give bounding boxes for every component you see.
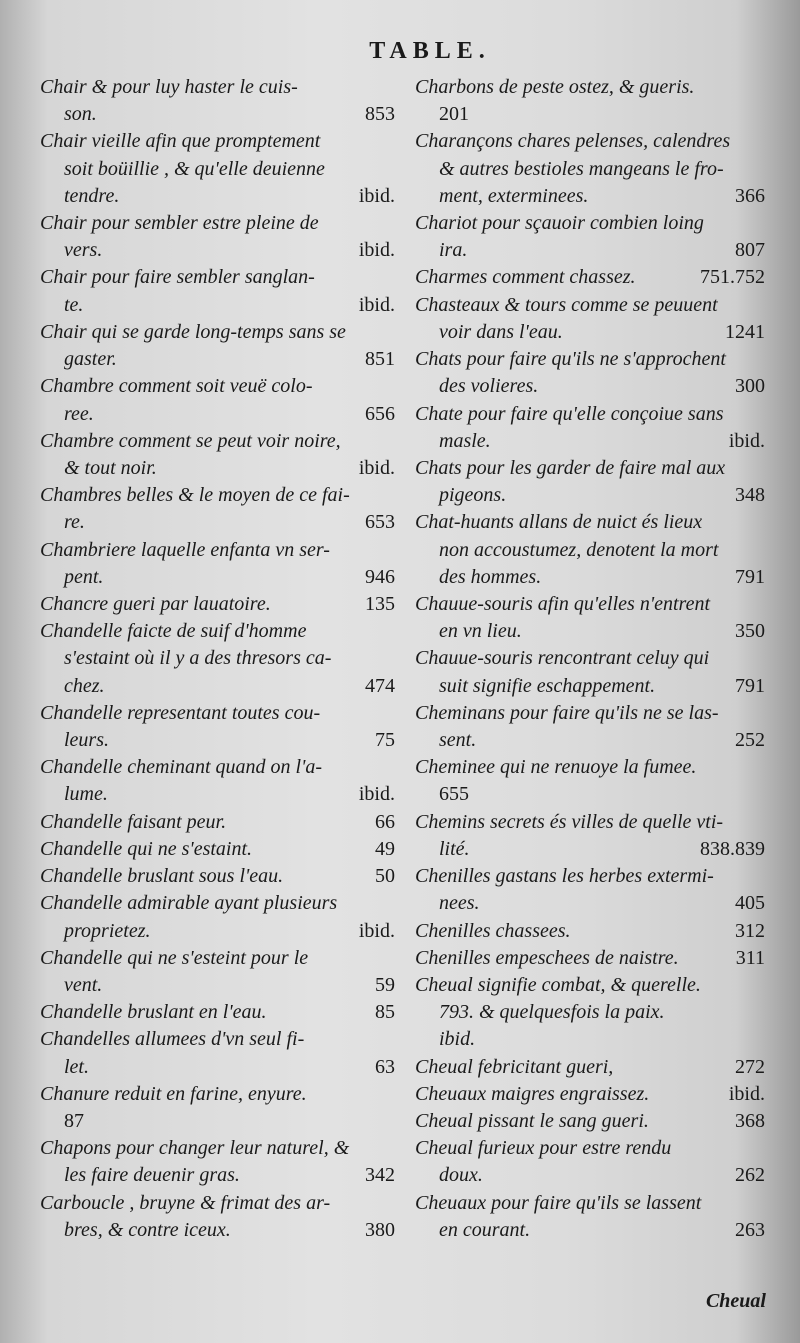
entry-text: chez.: [64, 674, 105, 697]
page-reference: 366: [735, 184, 765, 207]
page-reference: ibid.: [358, 783, 395, 806]
entry-text: masle.: [439, 429, 491, 452]
entry-text: ment, exterminees.: [439, 184, 589, 207]
entry-text: Chandelle faicte de suif d'homme: [40, 620, 307, 643]
right-column: [415, 74, 765, 1244]
index-entry: [415, 918, 765, 945]
entry-text: les faire deuenir gras.: [64, 1164, 240, 1187]
page-reference: 368: [735, 1110, 765, 1132]
entry-text: Chair qui se garde long-temps sans se: [40, 320, 346, 343]
index-entry: [40, 537, 395, 591]
page-reference: ibid.: [358, 293, 395, 316]
index-entry: [415, 591, 765, 645]
entry-text: soit boüillie , & qu'elle deuienne: [64, 157, 325, 180]
page-reference: 1241: [725, 320, 765, 343]
entry-text: Cheual pissant le sang gueri.: [415, 1109, 649, 1132]
entry-text: Chandelle bruslant en l'eau.: [40, 1001, 267, 1024]
page-reference: 66: [375, 810, 395, 833]
catchword: Cheual: [705, 1290, 766, 1312]
index-entry: [415, 972, 765, 1054]
index-entry: [40, 890, 395, 944]
index-entry: [40, 128, 395, 210]
page-reference: 653: [365, 511, 395, 534]
index-entry: [40, 618, 395, 700]
index-entry: [415, 645, 765, 699]
page-reference: 135: [365, 593, 395, 616]
index-entry: [40, 428, 395, 482]
page-reference: 350: [735, 620, 765, 643]
entry-text: & tout noir.: [64, 456, 157, 479]
page-reference: 342: [365, 1164, 395, 1187]
entry-text: Chair & pour luy haster le cuis-: [40, 76, 298, 98]
entry-text: Cheual febricitant gueri,: [415, 1055, 614, 1078]
index-entry: [40, 210, 395, 264]
entry-text: Chandelle qui ne s'esteint pour le: [40, 946, 309, 969]
entry-text: Chate pour faire qu'elle conçoiue sans: [415, 402, 724, 425]
index-entry: [415, 754, 765, 808]
entry-text: leurs.: [64, 729, 109, 752]
entry-text: pent.: [64, 565, 104, 588]
index-entry: [415, 128, 765, 210]
index-entry: [40, 264, 395, 318]
page-reference: 791: [735, 674, 765, 697]
entry-text: Chats pour les garder de faire mal aux: [415, 456, 726, 479]
entry-text: Chair pour sembler estre pleine de: [40, 212, 319, 235]
entry-text: re.: [64, 511, 85, 534]
page-reference: 656: [365, 402, 395, 425]
entry-text: Chenilles chassees.: [415, 919, 571, 942]
entry-text: Cheuaux pour faire qu'ils se lassent: [415, 1191, 702, 1214]
index-entry: [40, 945, 395, 999]
entry-text: lume.: [64, 783, 108, 806]
entry-text: 793. & quelquesfois la paix.: [439, 1001, 665, 1024]
entry-text: Chasteaux & tours comme se peuuent: [415, 293, 718, 316]
entry-text: Cheminee qui ne renuoye la fumee.: [415, 756, 697, 779]
entry-text: Chair pour faire sembler sanglan-: [40, 266, 315, 289]
page-reference: 85: [375, 1001, 395, 1024]
page-reference: 262: [735, 1164, 765, 1187]
index-entry: [415, 1135, 765, 1189]
entry-text: Chair vieille afin que promptement: [40, 130, 321, 153]
entry-text: Chandelle representant toutes cou-: [40, 701, 321, 724]
entry-text: pigeons.: [439, 484, 507, 507]
entry-text: nees.: [439, 892, 480, 915]
page-reference: 201: [439, 103, 469, 126]
page-reference: 807: [735, 239, 765, 262]
index-entry: [415, 210, 765, 264]
page-reference: ibid.: [358, 919, 395, 942]
index-entry: [40, 1026, 395, 1080]
entry-text: Chanure reduit en farine, enyure.: [40, 1082, 307, 1105]
entry-text: s'estaint où il y a des thresors ca-: [64, 647, 332, 670]
entry-text: Charançons chares pelenses, calendres: [415, 130, 731, 153]
entry-text: Chandelle qui ne s'estaint.: [40, 837, 253, 860]
page-reference: ibid.: [728, 429, 765, 452]
entry-text: proprietez.: [64, 919, 151, 942]
page-reference: ibid.: [358, 456, 395, 479]
index-entry: [415, 809, 765, 863]
index-entry: [415, 346, 765, 400]
entry-text: Chauue-souris rencontrant celuy qui: [415, 647, 710, 670]
index-entry: [415, 1081, 765, 1108]
entry-text: Chapons pour changer leur naturel, &: [40, 1137, 350, 1160]
index-entry: [40, 74, 395, 128]
entry-text: ira.: [439, 239, 468, 262]
index-entry: [415, 1054, 765, 1081]
page-reference: 405: [735, 892, 765, 915]
page-reference: 853: [365, 103, 395, 126]
entry-text: Chenilles empeschees de naistre.: [415, 946, 679, 969]
index-entry: [415, 74, 765, 128]
entry-text: tendre.: [64, 184, 120, 207]
entry-text: vers.: [64, 239, 103, 262]
entry-text: Chandelle bruslant sous l'eau.: [40, 865, 284, 888]
page-reference: 50: [375, 865, 395, 888]
page-reference: ibid.: [358, 184, 395, 207]
entry-text: des volieres.: [439, 375, 539, 398]
entry-text: voir dans l'eau.: [439, 320, 563, 343]
page-reference: 655: [439, 783, 469, 806]
index-entry: [40, 591, 395, 618]
entry-text: bres, & contre iceux.: [64, 1218, 231, 1241]
page-reference: 87: [64, 1110, 84, 1133]
index-entry: [415, 1108, 765, 1135]
index-entry: [415, 401, 765, 455]
entry-text: Charbons de peste ostez, & gueris.: [415, 76, 695, 98]
index-entry: [415, 455, 765, 509]
page-reference: 59: [375, 973, 395, 996]
page-reference: ibid.: [728, 1082, 765, 1105]
index-entry: [40, 319, 395, 373]
index-entry: [40, 836, 395, 863]
entry-text: Charmes comment chassez.: [415, 266, 636, 289]
index-entry: [40, 1190, 395, 1244]
index-entry: [40, 1135, 395, 1189]
entry-text: Chandelles allumees d'vn seul fi-: [40, 1028, 305, 1051]
entry-text: Carboucle , bruyne & frimat des ar-: [40, 1191, 331, 1214]
entry-text: Chariot pour sçauoir combien loing: [415, 212, 704, 235]
index-entry: [40, 809, 395, 836]
entry-text: let.: [64, 1055, 89, 1078]
index-entry: [415, 292, 765, 346]
index-entry: [415, 264, 765, 291]
entry-text: gaster.: [64, 348, 117, 371]
page-reference: 348: [735, 484, 765, 507]
entry-text: lité.: [439, 837, 470, 860]
entry-text: & autres bestioles mangeans le fro-: [439, 157, 724, 180]
entry-text: Cheminans pour faire qu'ils ne se las-: [415, 701, 719, 724]
entry-text: Chauue-souris afin qu'elles n'entrent: [415, 592, 711, 615]
index-entry: [40, 1081, 395, 1135]
page-reference: 751.752: [700, 266, 765, 289]
entry-text: ibid.: [439, 1028, 476, 1051]
page-reference: 312: [735, 919, 765, 942]
page-header: TABLE.: [369, 38, 491, 64]
entry-text: Chandelle admirable ayant plusieurs: [40, 892, 338, 915]
left-column: [40, 74, 395, 1244]
page-reference: 791: [735, 565, 765, 588]
page-reference: 49: [375, 837, 395, 860]
entry-text: te.: [64, 293, 84, 316]
entry-text: ree.: [64, 402, 94, 425]
entry-text: des hommes.: [439, 565, 542, 588]
index-entry: [40, 863, 395, 890]
page-reference: 263: [735, 1218, 765, 1241]
entry-text: Chat-huants allans de nuict és lieux: [415, 511, 703, 534]
page-reference: 851: [365, 348, 395, 371]
page-reference: 300: [735, 375, 765, 398]
entry-text: suit signifie eschappement.: [439, 674, 656, 697]
index-entry: [40, 999, 395, 1026]
index-entry: [415, 1190, 765, 1244]
entry-text: sent.: [439, 729, 477, 752]
entry-text: en vn lieu.: [439, 620, 522, 643]
index-entry: [415, 509, 765, 591]
page-reference: 75: [375, 729, 395, 752]
entry-text: Chambriere laquelle enfanta vn ser-: [40, 538, 330, 561]
entry-text: doux.: [439, 1164, 483, 1187]
entry-text: Cheuaux maigres engraissez.: [415, 1082, 650, 1105]
entry-text: Cheual signifie combat, & querelle.: [415, 973, 701, 996]
entry-text: non accoustumez, denotent la mort: [439, 538, 719, 561]
entry-text: vent.: [64, 973, 103, 996]
entry-text: en courant.: [439, 1218, 531, 1241]
page-reference: 838.839: [700, 837, 765, 860]
entry-text: Chandelle faisant peur.: [40, 810, 227, 833]
page-reference: 272: [735, 1055, 765, 1078]
index-entry: [40, 482, 395, 536]
page-reference: 252: [735, 729, 765, 752]
entry-text: Chambres belles & le moyen de ce fai-: [40, 484, 350, 507]
page-reference: 380: [365, 1218, 395, 1241]
index-entry: [40, 754, 395, 808]
entry-text: Chats pour faire qu'ils ne s'approchent: [415, 348, 726, 371]
index-entry: [40, 373, 395, 427]
entry-text: son.: [64, 103, 97, 126]
index-entry: [40, 700, 395, 754]
index-entry: [415, 863, 765, 917]
index-entry: [415, 700, 765, 754]
entry-text: Chambre comment soit veuë colo-: [40, 375, 313, 398]
page-reference: 474: [365, 674, 395, 697]
entry-text: Chandelle cheminant quand on l'a-: [40, 756, 323, 779]
entry-text: Chemins secrets és villes de quelle vti-: [415, 810, 724, 833]
entry-text: Chancre gueri par lauatoire.: [40, 593, 271, 615]
index-entry: [415, 945, 765, 972]
page-reference: ibid.: [358, 239, 395, 262]
page-reference: 311: [735, 946, 765, 969]
page-reference: 946: [365, 565, 395, 588]
entry-text: Cheual furieux pour estre rendu: [415, 1137, 672, 1160]
entry-text: Chenilles gastans les herbes extermi-: [415, 865, 714, 888]
entry-text: Chambre comment se peut voir noire,: [40, 429, 341, 452]
page-reference: 63: [375, 1055, 395, 1078]
